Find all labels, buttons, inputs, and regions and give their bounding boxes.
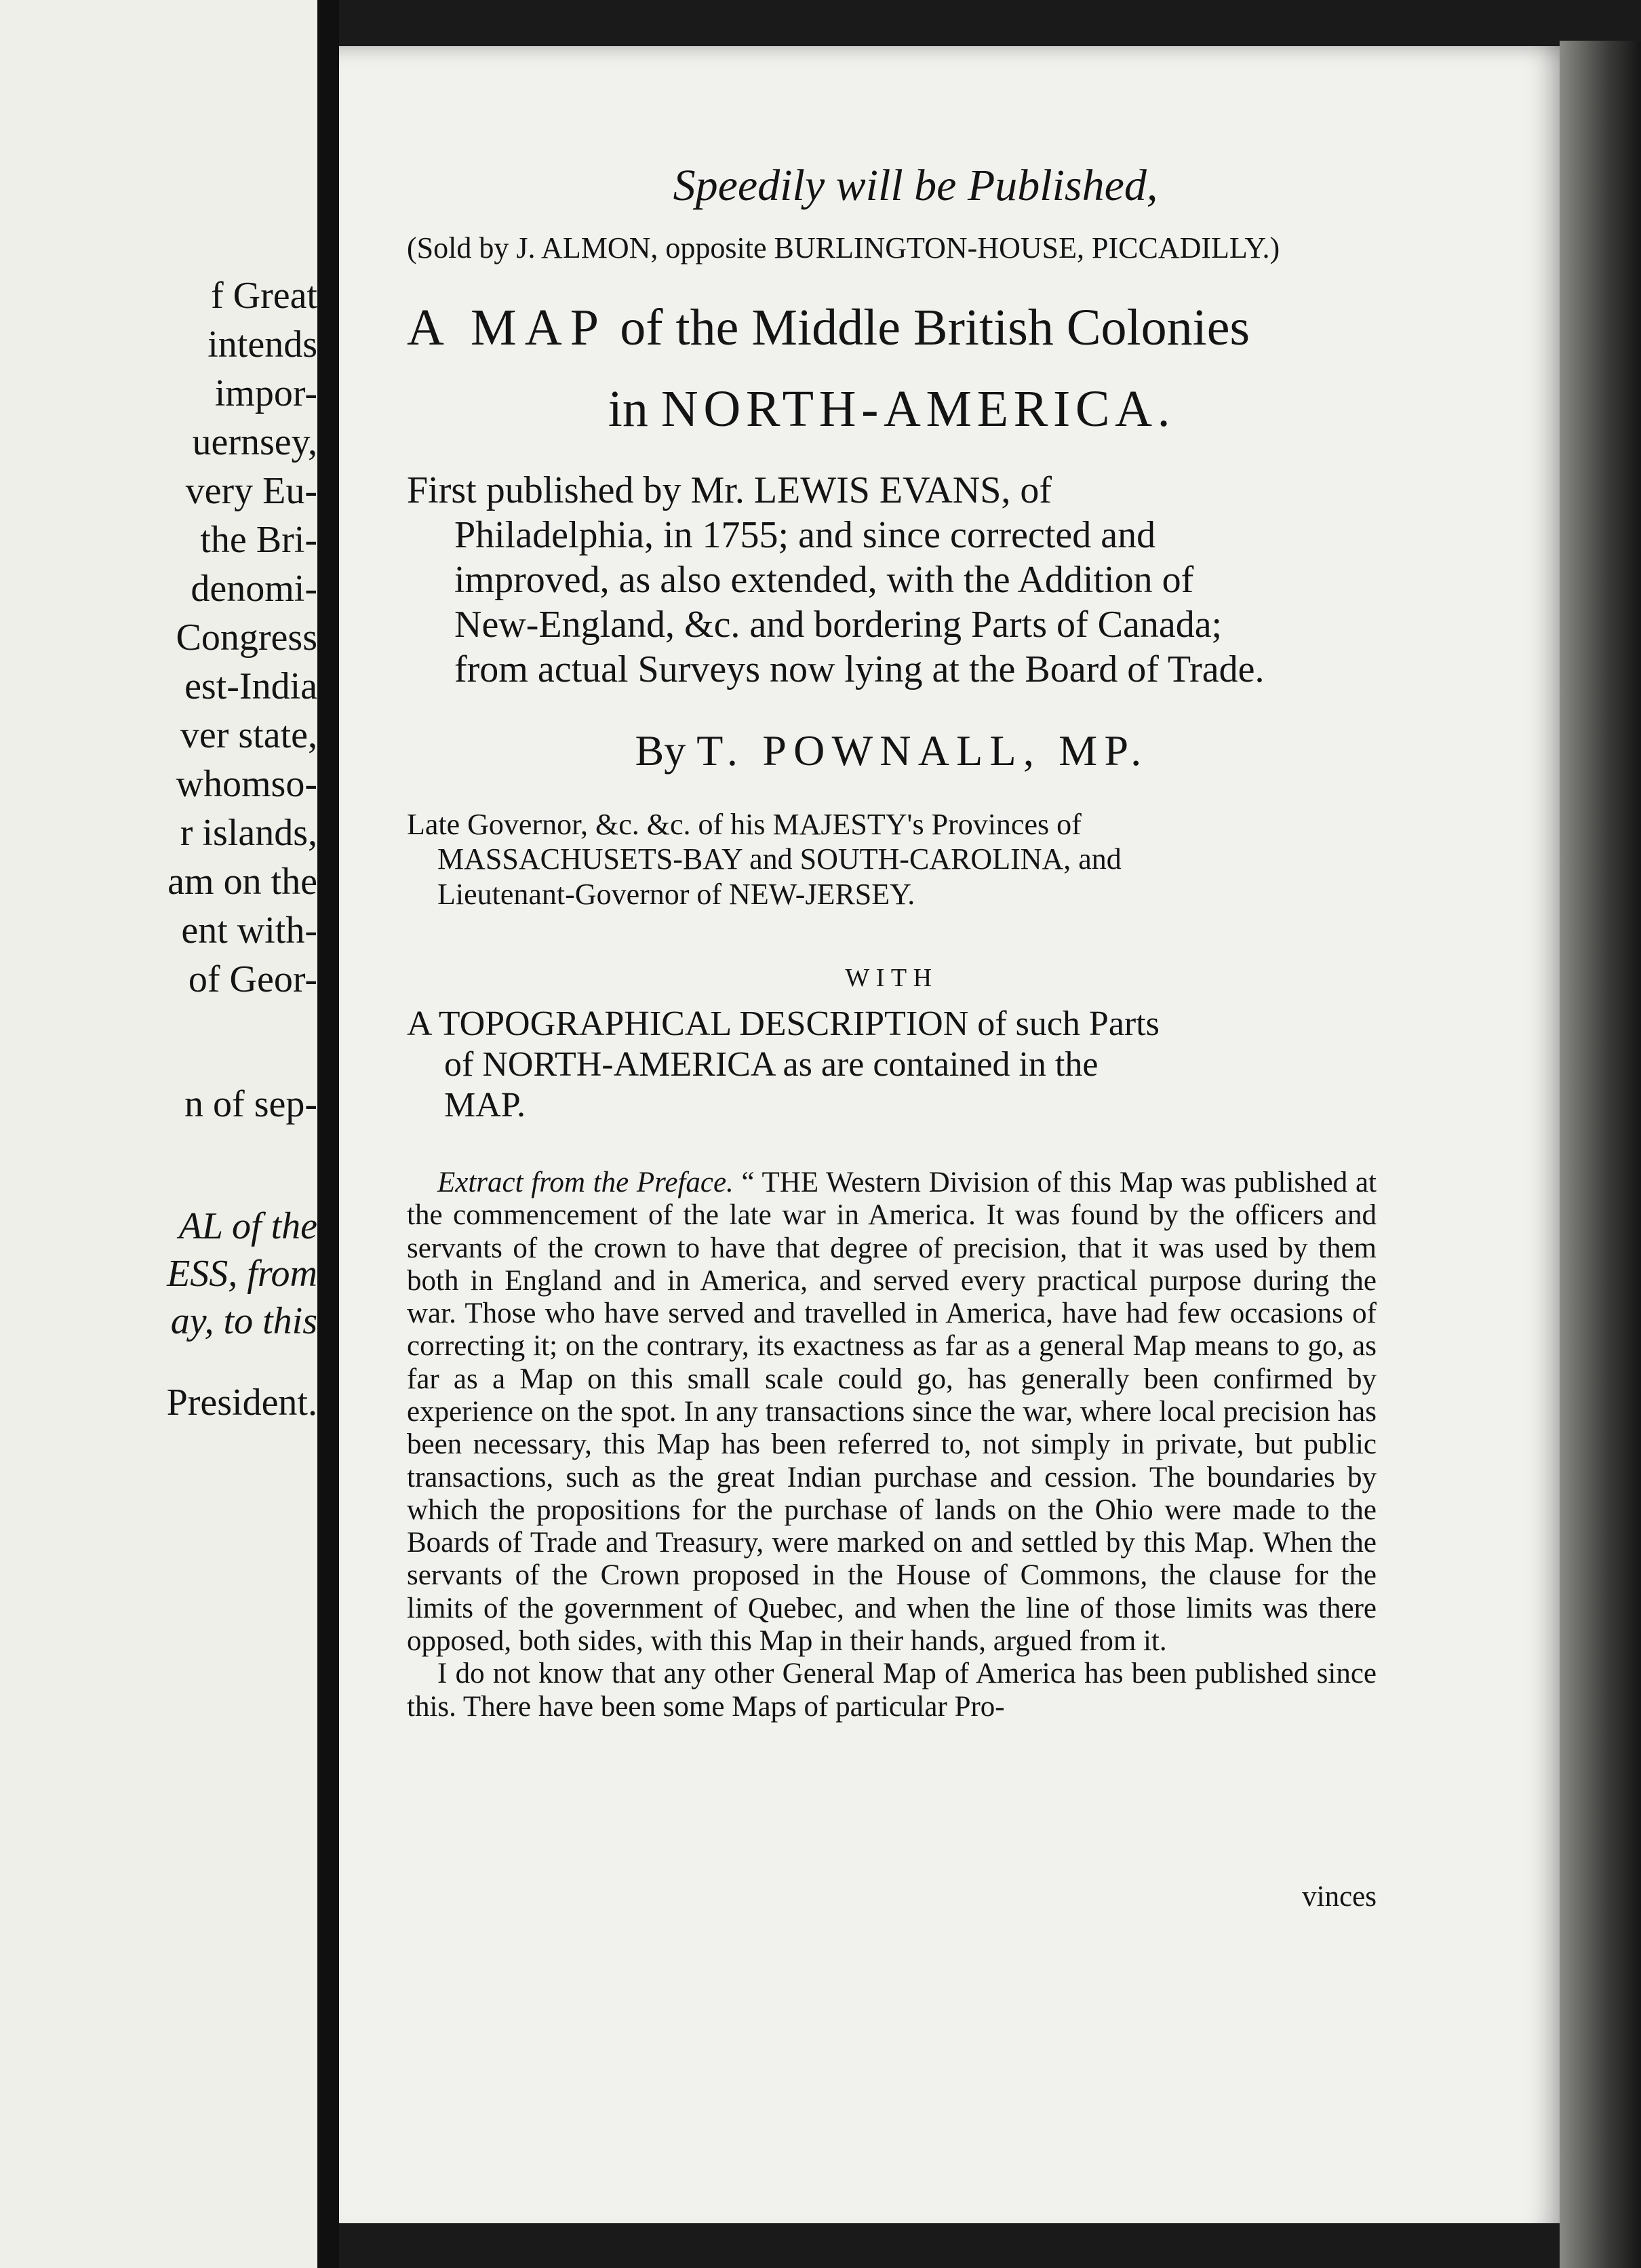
announcement-heading: Speedily will be Published, [673, 161, 1158, 210]
preface-paragraph [407, 1167, 1377, 1658]
author-name: T. POWNALL, MP. [696, 726, 1149, 775]
preface-paragraph: I do not know that any other General Map of America has been published since this. There have been some Maps of particular Pro- [407, 1658, 1377, 1723]
preface-extract [407, 1167, 1377, 1723]
map-title-lead: A MAP [407, 299, 608, 356]
left-fragment: ay, to this [170, 1300, 317, 1342]
author-by: By [635, 726, 686, 775]
left-fragment: ver state, [180, 714, 317, 756]
preface-lead: Extract from the Preface. [437, 1167, 734, 1198]
left-fragment: uernsey, [192, 421, 317, 463]
publication-line: Philadelphia, in 1755; and since corrected and [454, 514, 1156, 557]
preface-body: “ THE Western Division of this Map was published at the commencement of the late war in America. It was found by the officers and servants of the crown to have that degree of precision, that it was used by them both in England and in America, and served every practical purpose during the war. Those who have served and travelled in America, have had few occasions of correcting it; on the contrary, its exactness as far as a general Map means to go, as far as a Map on this small scale could go, has generally been confirmed by experience on the spot. In any transactions since the war, where local precision has been necessary, this Map has been referred to, not simply in private, but public transactions, such as the great Indian purchase and cession. The boundaries by which the propositions for the purchase of lands on the Ohio were made to the Boards of Trade and Treasury, were marked on and settled by this Map. When the servants of the Crown proposed in the House of Commons, the clause for the limits of the government of Quebec, and when the line of those limits was there opposed, both sides, with this Map in their hands, argued from it. [407, 1167, 1377, 1657]
left-fragment: President. [166, 1382, 317, 1424]
left-fragment: impor- [214, 372, 317, 414]
left-fragment: f Great [210, 275, 317, 317]
page-edge-shadow [1560, 41, 1641, 2268]
topographical-description-title [407, 1004, 1377, 1125]
map-title-line-1 [407, 298, 1377, 357]
author-credentials [407, 807, 1377, 912]
left-fragment: ent with- [181, 910, 317, 952]
left-fragment: n of sep- [184, 1083, 317, 1125]
left-fragment: whomso- [176, 763, 317, 805]
left-fragment: very Eu- [185, 470, 317, 512]
seller-line: (Sold by J. ALMON, opposite BURLINGTON-HOUSE, PICCADILLY.) [407, 231, 1280, 265]
publication-line: First published by Mr. LEWIS EVANS, of [407, 469, 1052, 511]
publication-line: improved, as also extended, with the Addition of [454, 559, 1194, 602]
publication-line: New-England, &c. and bordering Parts of Canada; [454, 604, 1223, 646]
left-fragment: est-India [184, 665, 317, 707]
left-fragment: the Bri- [200, 519, 317, 561]
catchword: vinces [1302, 1881, 1377, 1913]
left-fragment: am on the [167, 861, 317, 903]
left-fragment: ESS, from [167, 1253, 317, 1295]
publication-line: from actual Surveys now lying at the Board of Trade. [454, 648, 1265, 691]
left-fragment: r islands, [180, 812, 317, 854]
main-page [339, 46, 1560, 2223]
author-line [407, 726, 1377, 776]
credentials-line: Late Governor, &c. &c. of his MAJESTY's Provinces of [407, 808, 1082, 841]
left-fragment: of Geor- [188, 958, 317, 1000]
map-title-region: NORTH-AMERICA. [660, 380, 1176, 437]
topographical-line: of NORTH-AMERICA as are contained in the [444, 1044, 1099, 1084]
map-title-in: in [608, 380, 648, 437]
with-divider: WITH [845, 964, 938, 992]
left-fragment: AL of the [178, 1205, 317, 1247]
credentials-line: MASSACHUSETS-BAY and SOUTH-CAROLINA, and [437, 842, 1122, 876]
left-fragment: intends [207, 324, 317, 366]
facing-page-fragment [0, 0, 317, 2268]
topographical-line: MAP. [444, 1085, 526, 1125]
map-title-line-2 [407, 380, 1377, 439]
map-title-rest: of the Middle British Colonies [620, 299, 1250, 356]
topographical-line: A TOPOGRAPHICAL DESCRIPTION of such Parts [407, 1004, 1160, 1043]
publication-statement [407, 468, 1377, 692]
credentials-line: Lieutenant-Governor of NEW-JERSEY. [437, 877, 915, 911]
page-gutter [317, 0, 339, 2268]
left-fragment: denomi- [191, 568, 317, 610]
left-fragment: Congress [176, 617, 317, 659]
